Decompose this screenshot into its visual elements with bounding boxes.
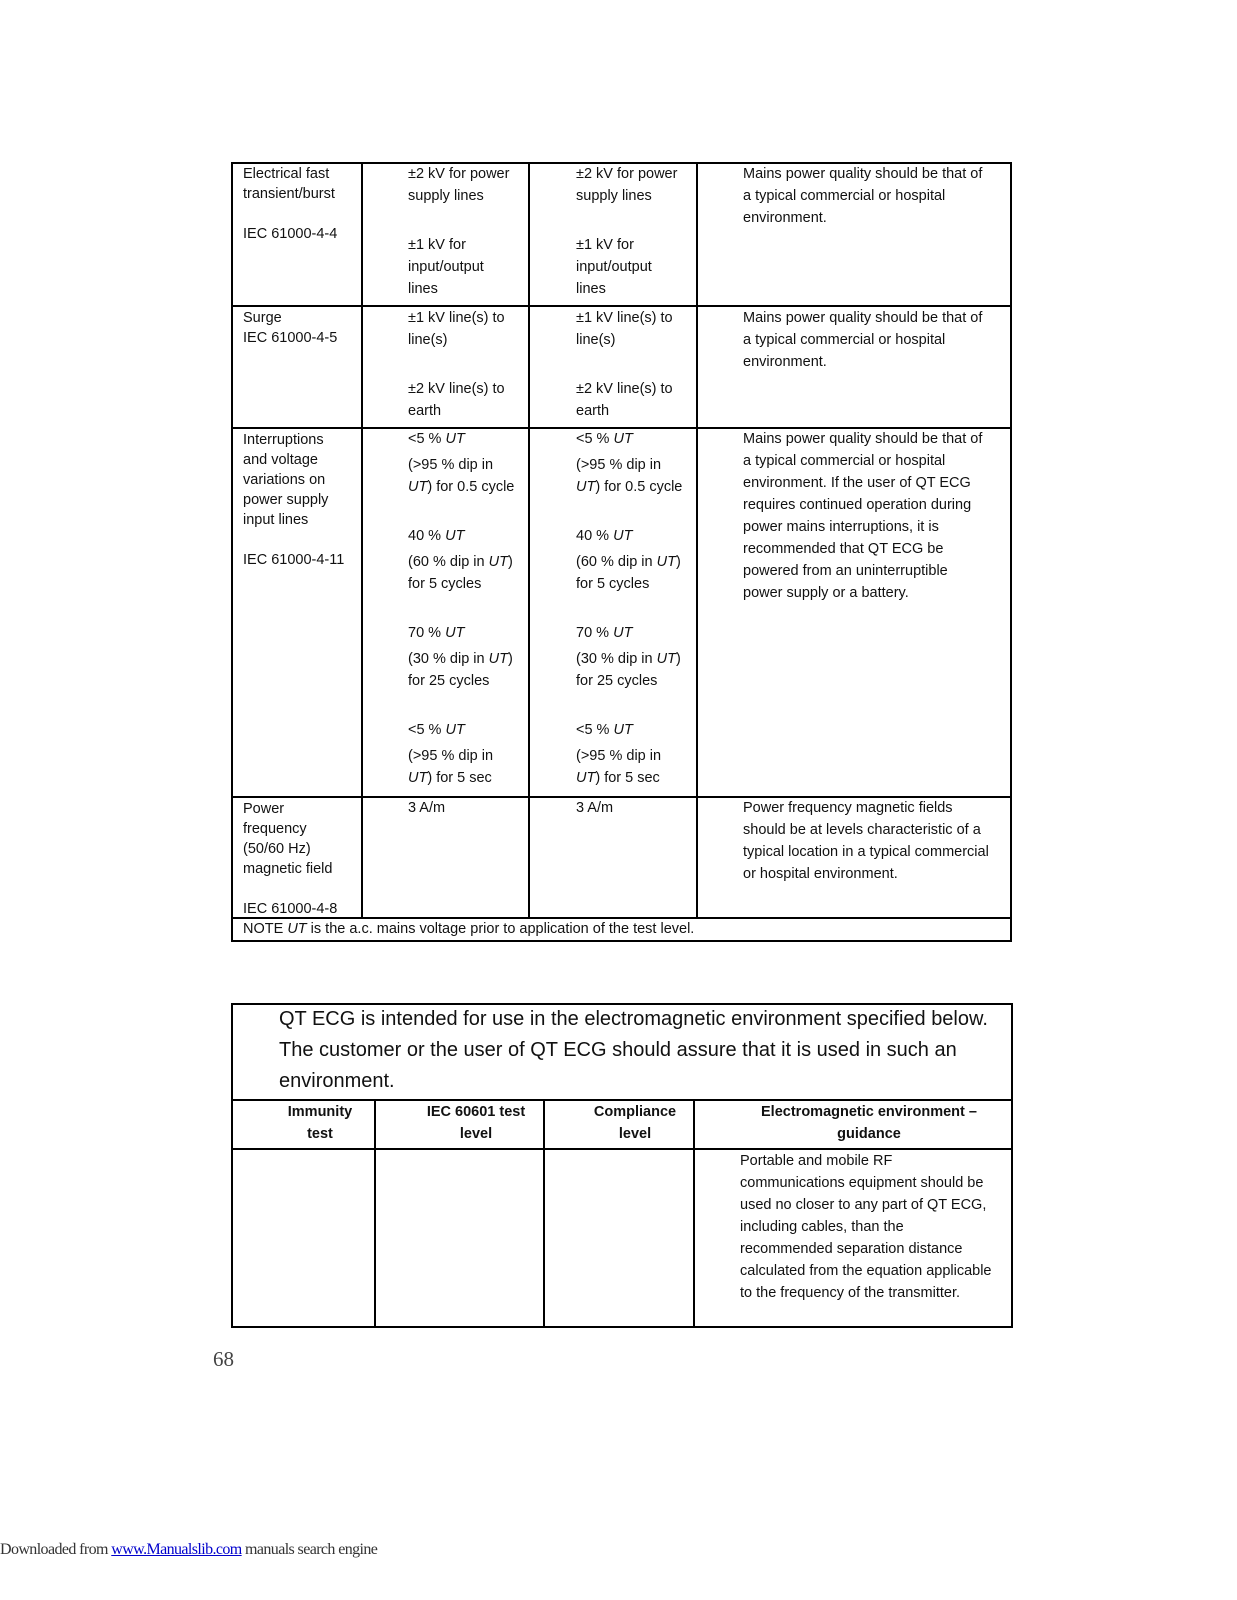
table-note: NOTE UT is the a.c. mains voltage prior to application of the test level. [243, 921, 695, 937]
table-border [231, 162, 233, 942]
cell-guidance-power-frequency: Power frequency magnetic fields should be at levels characteristic of a typical location in a typical commercial or hospital environment. [743, 800, 989, 882]
page-number: 68 [213, 1347, 234, 1371]
header-iec-level: IEC 60601 test level [426, 1104, 526, 1142]
cell-test-eft: Electrical fast transient/burst IEC 61000-4-4 [243, 166, 338, 242]
table-border [1011, 1003, 1013, 1328]
table-border [231, 1326, 1013, 1328]
cell-guidance-interruptions: Mains power quality should be that of a typical commercial or hospital environment. If the user of QT ECG requires continued operation during power mains interruptions, it is recommended that QT ECG be powered from an uninterruptible power supply or a battery. [743, 431, 983, 601]
header-guidance: Electromagnetic environment – guidance [761, 1104, 977, 1142]
cell-level-power-frequency: 3 A/m [408, 800, 446, 816]
cell-level-surge: ±1 kV line(s) to line(s) ±2 kV line(s) to earth [408, 310, 505, 419]
footer-suffix: manuals search engine [241, 1541, 378, 1558]
cell-compliance-power-frequency: 3 A/m [576, 800, 614, 816]
table-border [231, 1003, 233, 1328]
header-immunity-test: Immunity test [287, 1104, 353, 1142]
column-divider [361, 162, 363, 919]
cell-guidance-rf: Portable and mobile RF communications equipment should be used no closer to any part of QT ECG, including cables, than the recommended separation distance calculated from the equation applicable to the frequency of the transmitter. [740, 1153, 992, 1301]
column-divider [696, 162, 698, 919]
cell-guidance-surge: Mains power quality should be that of a typical commercial or hospital environment. [743, 310, 983, 370]
cell-compliance-surge: ±1 kV line(s) to line(s) ±2 kV line(s) to earth [576, 310, 673, 419]
cell-level-eft: ±2 kV for power supply lines ±1 kV for input/output lines [408, 166, 510, 297]
cell-test-surge: Surge IEC 61000-4-5 [243, 310, 338, 346]
table-intro-text: QT ECG is intended for use in the electromagnetic environment specified below. The customer or the user of QT ECG should assure that it is used in such an environment. [279, 1008, 988, 1092]
download-footer [0, 1541, 377, 1559]
column-divider [528, 162, 530, 919]
manualslib-link[interactable]: www.Manualslib.com [111, 1541, 242, 1558]
header-compliance-level: Compliance level [593, 1104, 677, 1142]
table-border [1010, 162, 1012, 942]
cell-compliance-eft: ±2 kV for power supply lines ±1 kV for input/output lines [576, 166, 678, 297]
cell-guidance-eft: Mains power quality should be that of a typical commercial or hospital environment. [743, 166, 983, 226]
cell-level-interruptions: <5 % UT (>95 % dip in UT) for 0.5 cycle 40 % UT (60 % dip in UT) for 5 cycles 70 % UT (30 % dip in UT) for 25 cycles <5 % UT (>95 % dip in UT) for 5 sec [408, 431, 515, 786]
cell-test-power-frequency: Power frequency (50/60 Hz) magnetic field IEC 61000-4-8 [243, 801, 338, 917]
table-border [231, 940, 1012, 942]
cell-test-interruptions: Interruptions and voltage variations on power supply input lines IEC 61000-4-11 [243, 432, 345, 568]
cell-compliance-interruptions: <5 % UT (>95 % dip in UT) for 0.5 cycle 40 % UT (60 % dip in UT) for 5 cycles 70 % UT (30 % dip in UT) for 25 cycles <5 % UT (>95 % dip in UT) for 5 sec [576, 431, 683, 786]
footer-prefix: Downloaded from [0, 1541, 112, 1558]
